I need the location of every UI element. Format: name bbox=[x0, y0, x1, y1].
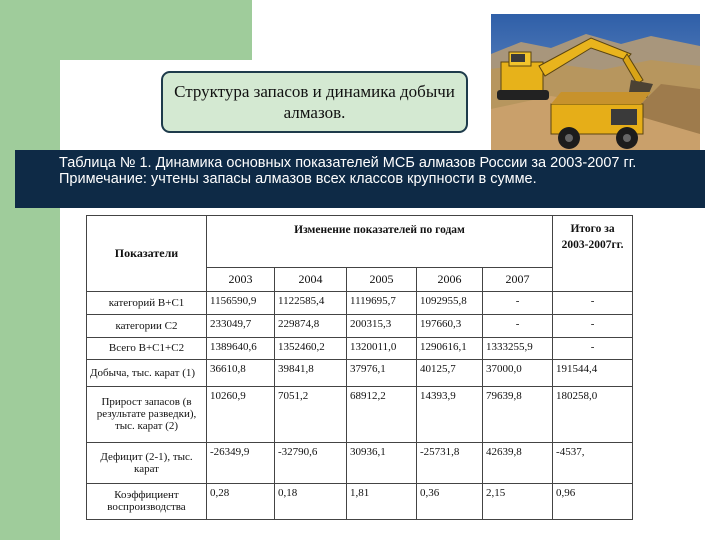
value-cell: 37976,1 bbox=[347, 360, 417, 387]
year-cell: 2004 bbox=[275, 267, 347, 292]
value-cell: 1122585,4 bbox=[275, 292, 347, 315]
row-label: категории С2 bbox=[87, 314, 207, 337]
value-cell: 39841,8 bbox=[275, 360, 347, 387]
value-cell: - bbox=[553, 292, 633, 315]
row-label: Коэффициент воспроизводства bbox=[87, 483, 207, 519]
value-cell: 0,28 bbox=[207, 483, 275, 519]
value-cell: 233049,7 bbox=[207, 314, 275, 337]
background-accent-side bbox=[0, 0, 60, 540]
value-cell: 200315,3 bbox=[347, 314, 417, 337]
table-note: Примечание: учтены запасы алмазов всех классов крупности в сумме. bbox=[59, 171, 537, 187]
value-cell: - bbox=[483, 314, 553, 337]
value-cell: -32790,6 bbox=[275, 442, 347, 483]
year-cell: 2007 bbox=[483, 267, 553, 292]
header-indicators: Показатели bbox=[87, 216, 207, 292]
table-row bbox=[87, 483, 633, 519]
table-row bbox=[87, 360, 633, 387]
value-cell: 197660,3 bbox=[417, 314, 483, 337]
value-cell: -26349,9 bbox=[207, 442, 275, 483]
value-cell: - bbox=[553, 314, 633, 337]
value-cell: 14393,9 bbox=[417, 386, 483, 442]
year-cell: 2006 bbox=[417, 267, 483, 292]
table-header-row bbox=[87, 216, 633, 268]
value-cell: 7051,2 bbox=[275, 386, 347, 442]
value-cell: 68912,2 bbox=[347, 386, 417, 442]
value-cell: 180258,0 bbox=[553, 386, 633, 442]
value-cell: 229874,8 bbox=[275, 314, 347, 337]
value-cell: 1333255,9 bbox=[483, 337, 553, 360]
value-cell: 1092955,8 bbox=[417, 292, 483, 315]
table-row bbox=[87, 337, 633, 360]
value-cell: -4537, bbox=[553, 442, 633, 483]
slide-title: Структура запасов и динамика добычи алмазов. bbox=[161, 71, 468, 133]
row-label: категорий В+С1 bbox=[87, 292, 207, 315]
value-cell: 1320011,0 bbox=[347, 337, 417, 360]
value-cell: 0,36 bbox=[417, 483, 483, 519]
table-row bbox=[87, 442, 633, 483]
table-caption: Таблица № 1. Динамика основных показателей МСБ алмазов России за 2003-2007 гг. bbox=[59, 155, 637, 171]
value-cell: - bbox=[483, 292, 553, 315]
value-cell: 191544,4 bbox=[553, 360, 633, 387]
value-cell: 79639,8 bbox=[483, 386, 553, 442]
table-caption-banner bbox=[15, 150, 705, 208]
value-cell: - bbox=[553, 337, 633, 360]
value-cell: 1156590,9 bbox=[207, 292, 275, 315]
year-cell: 2003 bbox=[207, 267, 275, 292]
value-cell: 42639,8 bbox=[483, 442, 553, 483]
header-changes-by-year: Изменение показателей по годам bbox=[207, 216, 553, 268]
value-cell: 1119695,7 bbox=[347, 292, 417, 315]
table-row bbox=[87, 292, 633, 315]
value-cell: 1389640,6 bbox=[207, 337, 275, 360]
value-cell: 1352460,2 bbox=[275, 337, 347, 360]
table-row bbox=[87, 314, 633, 337]
value-cell: -25731,8 bbox=[417, 442, 483, 483]
mining-excavator-photo bbox=[491, 14, 700, 156]
row-label: Дефицит (2-1), тыс. карат bbox=[87, 442, 207, 483]
header-total: Итого за 2003-2007гг. bbox=[553, 216, 633, 292]
table-row bbox=[87, 386, 633, 442]
value-cell: 37000,0 bbox=[483, 360, 553, 387]
value-cell: 0,96 bbox=[553, 483, 633, 519]
value-cell: 30936,1 bbox=[347, 442, 417, 483]
value-cell: 40125,7 bbox=[417, 360, 483, 387]
row-label: Прирост запасов (в результате разведки), тыс. карат (2) bbox=[87, 386, 207, 442]
value-cell: 36610,8 bbox=[207, 360, 275, 387]
value-cell: 1,81 bbox=[347, 483, 417, 519]
value-cell: 10260,9 bbox=[207, 386, 275, 442]
value-cell: 1290616,1 bbox=[417, 337, 483, 360]
row-label: Всего В+С1+С2 bbox=[87, 337, 207, 360]
diamond-reserves-table bbox=[86, 215, 633, 520]
value-cell: 0,18 bbox=[275, 483, 347, 519]
row-label: Добыча, тыс. карат (1) bbox=[87, 360, 207, 387]
year-cell: 2005 bbox=[347, 267, 417, 292]
value-cell: 2,15 bbox=[483, 483, 553, 519]
